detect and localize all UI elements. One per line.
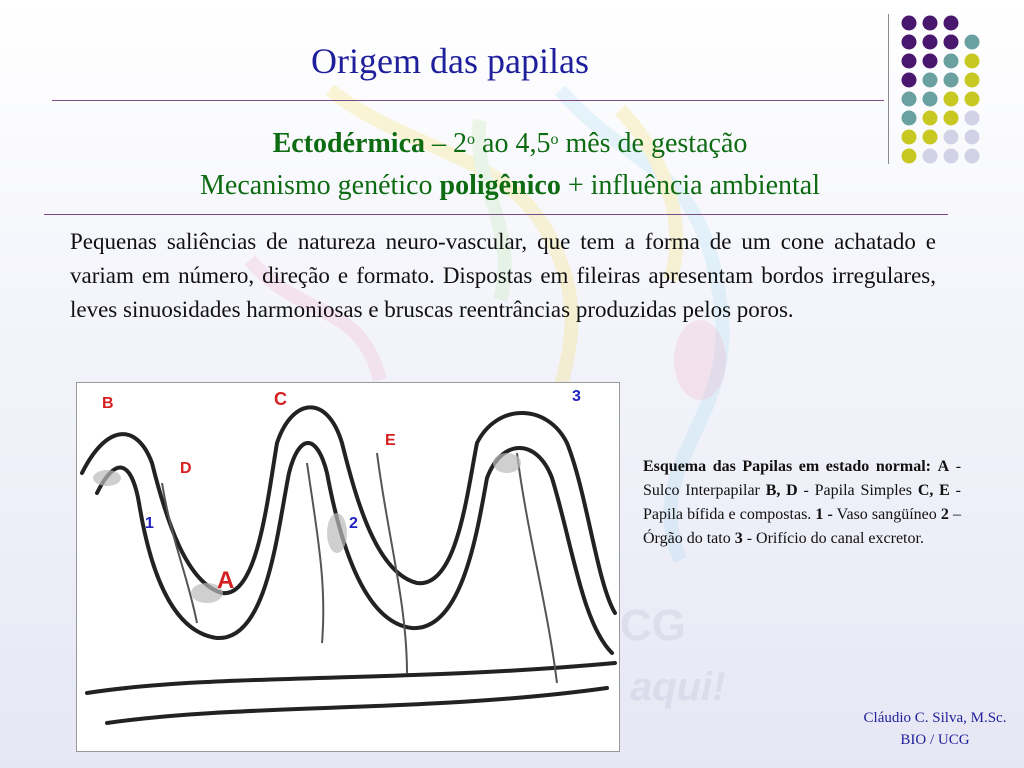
papillae-drawing xyxy=(77,383,619,751)
decorative-dot xyxy=(944,130,959,145)
decorative-dot xyxy=(944,92,959,107)
decorative-dot xyxy=(923,73,938,88)
decorative-dot xyxy=(965,130,980,145)
subtitle-bold-polygenic: poligênico xyxy=(439,170,561,201)
figure-label-c: C xyxy=(274,389,287,409)
decorative-dot xyxy=(923,16,938,31)
subtitle-origin: Ectodérmica – 2$^o$ ao 4,5$^o$ mês de gestação xyxy=(272,128,748,159)
decorative-dot xyxy=(965,149,980,164)
author-credit xyxy=(820,707,1024,751)
decorative-dot xyxy=(902,92,917,107)
papillae-diagram xyxy=(76,382,620,752)
description-paragraph: Pequenas saliências de natureza neuro-vascular, que tem a forma de um cone achatado e variam em número, direção e formato. Dispostas em fileiras apresentam bordos irregulares, leves sinuosidades harmoniosas e bruscas reentrâncias produzidas pelos poros. xyxy=(70,229,936,322)
decorative-dot xyxy=(965,92,980,107)
decorative-dot xyxy=(944,16,959,31)
figure-label-1: 1 xyxy=(145,515,154,532)
figure-label-e: E xyxy=(385,432,396,449)
decorative-dot-grid xyxy=(897,10,1017,170)
decorative-dot xyxy=(902,149,917,164)
svg-text:aqui!: aqui! xyxy=(630,665,726,709)
figure-label-d: D xyxy=(180,460,192,477)
decorative-dot xyxy=(965,73,980,88)
decorative-dot xyxy=(902,130,917,145)
title-divider xyxy=(52,100,884,101)
figure-label-3: 3 xyxy=(572,388,581,405)
figure-label-b: B xyxy=(102,395,114,412)
figure-label-2: 2 xyxy=(349,515,358,532)
subtitle-mechanism: Mecanismo genético poligênico + influência ambiental xyxy=(200,170,820,201)
decorative-dot xyxy=(965,54,980,69)
decorative-dot xyxy=(944,111,959,126)
subtitle-bold: Ectodérmica xyxy=(272,128,426,159)
decorative-dot xyxy=(923,92,938,107)
author-affiliation: BIO / UCG xyxy=(900,732,970,748)
decorative-divider xyxy=(888,14,889,164)
decorative-dot xyxy=(923,149,938,164)
author-name: Cláudio C. Silva, M.Sc. xyxy=(863,710,1007,726)
decorative-dot xyxy=(965,111,980,126)
subtitle-divider xyxy=(44,214,948,215)
svg-text:CG: CG xyxy=(620,601,686,650)
decorative-dot xyxy=(902,111,917,126)
figure-caption: Esquema das Papilas em estado normal: A - Sulco Interpapilar B, D - Papila Simples C, E - Papila bífida e compostas. 1 - Vaso sangüíneo 2 – Órgão do tato 3 - Orifício do canal excretor. xyxy=(643,458,962,547)
decorative-dot xyxy=(944,73,959,88)
decorative-dot xyxy=(902,16,917,31)
decorative-dot xyxy=(944,149,959,164)
decorative-dot xyxy=(965,35,980,50)
decorative-dot xyxy=(944,35,959,50)
decorative-dot xyxy=(923,130,938,145)
decorative-dot xyxy=(902,54,917,69)
decorative-dot xyxy=(923,54,938,69)
decorative-dot xyxy=(902,35,917,50)
decorative-dot xyxy=(923,35,938,50)
decorative-dot xyxy=(902,73,917,88)
figure-label-a: A xyxy=(217,567,235,594)
slide-title: Origem das papilas xyxy=(311,41,589,81)
decorative-dot xyxy=(944,54,959,69)
decorative-dot xyxy=(923,111,938,126)
